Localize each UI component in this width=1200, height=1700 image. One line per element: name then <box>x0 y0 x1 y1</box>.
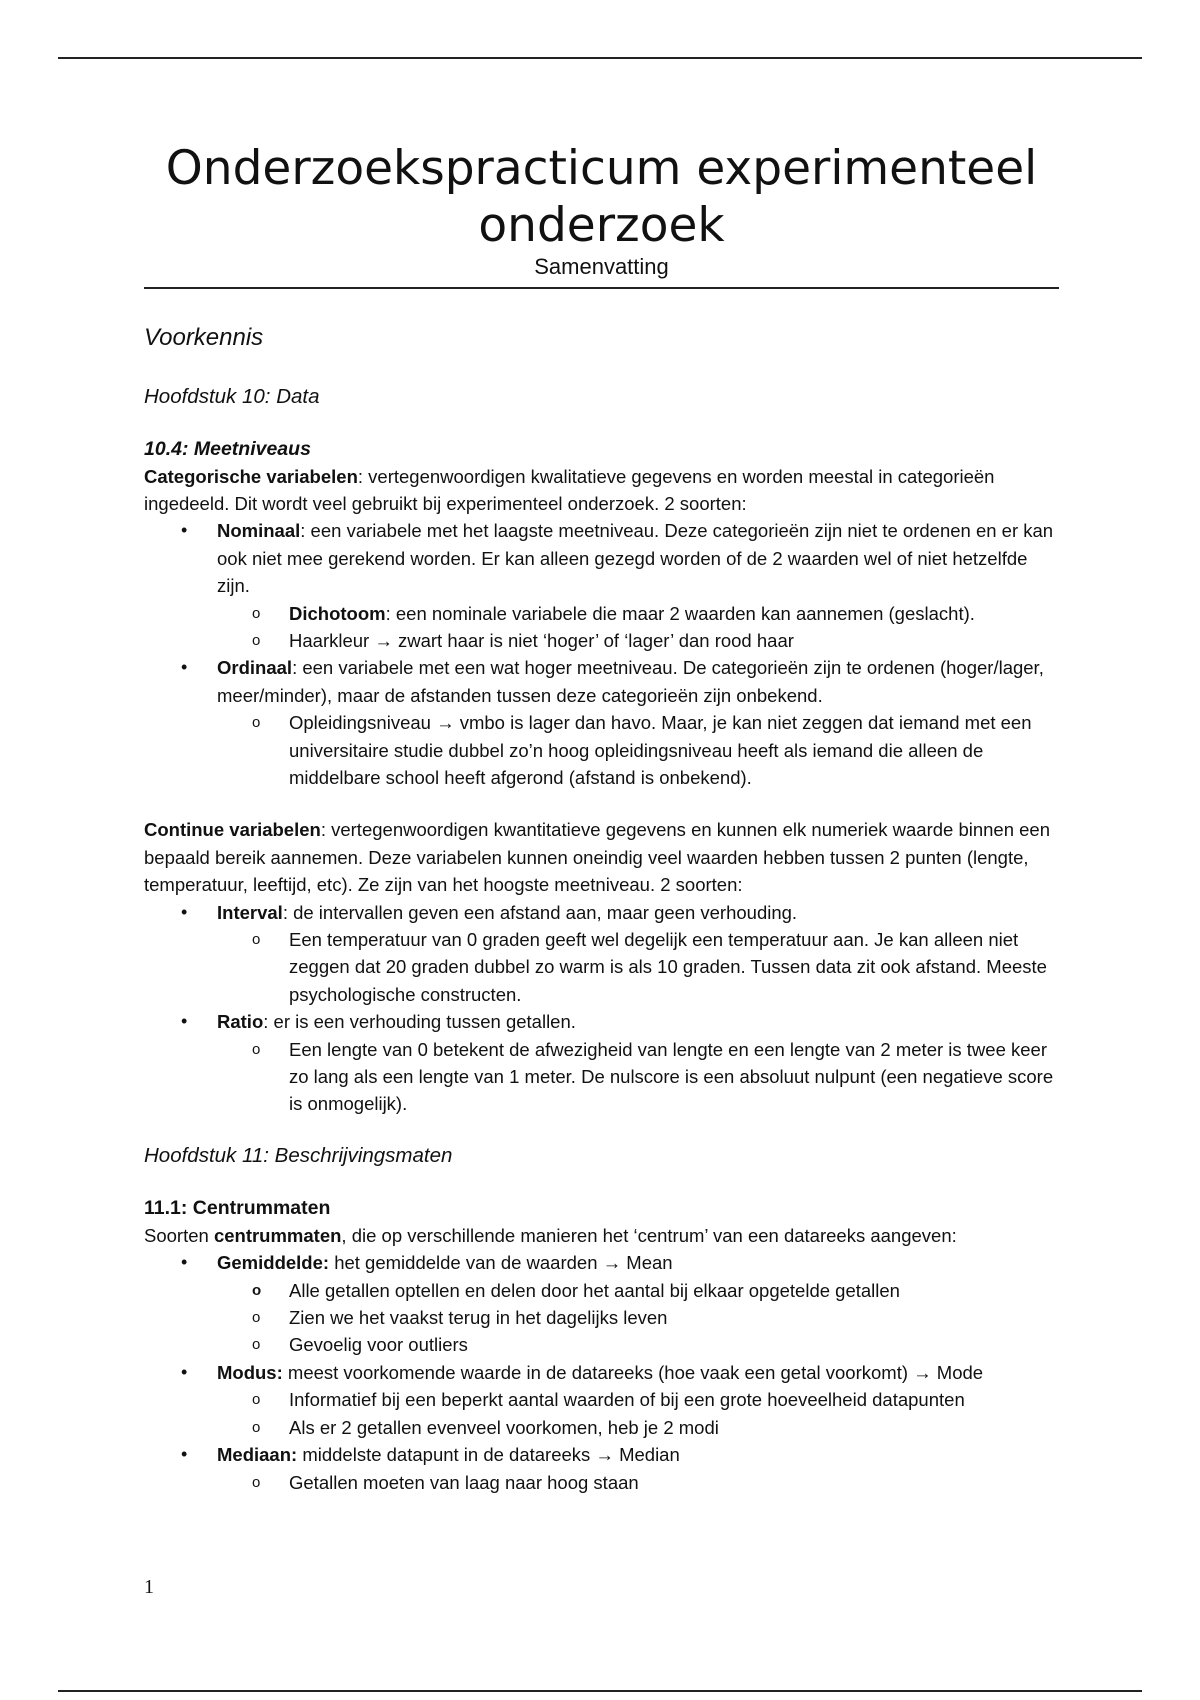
section-11-1-heading: 11.1: Centrummaten <box>144 1196 331 1219</box>
text-intro-a: Soorten <box>144 1224 214 1246</box>
list-item-nominaal <box>144 517 1059 654</box>
text-interval: : de intervallen geven een afstand aan, maar geen verhouding. <box>282 901 798 923</box>
footer-rule <box>58 1690 1142 1692</box>
text-haarkleur: Haarkleur → zwart haar is niet ‘hoger’ of ‘lager’ dan rood haar <box>289 629 794 651</box>
text-categorische: : vertegenwoordigen kwalitatieve gegevens en worden meestal in categorieën ingedeeld. Dit wordt veel gebruikt bij experimenteel onderzoek. 2 soorten: <box>144 465 995 514</box>
text-opleidingsniveau: Opleidingsniveau → vmbo is lager dan havo. Maar, je kan niet zeggen dat iemand met een universitaire studie dubbel zo’n hoog opleidingsniveau heeft als iemand die alleen de middelbare school heeft afgerond (afstand is onbekend). <box>289 712 1032 788</box>
term-gemiddelde: Gemiddelde: <box>217 1252 330 1274</box>
document-body <box>144 140 1059 1496</box>
list-item-gemiddelde <box>144 1249 1059 1359</box>
list-centrummaten <box>144 1249 1059 1496</box>
heading-voorkennis: Voorkennis <box>144 323 264 351</box>
list-item-opleidingsniveau <box>144 709 1059 791</box>
list-item-gem-sub <box>144 1304 1059 1331</box>
text-mediaan: middelste datapunt in de datareeks → Median <box>297 1444 680 1466</box>
term-ratio: Ratio <box>217 1011 264 1033</box>
circle-bullet-icon: o <box>252 1473 261 1491</box>
text-continue: : vertegenwoordigen kwantitatieve gegevens en kunnen elk numeriek waarde binnen een bepaald bereik aannemen. Deze variabelen kunnen oneindig veel waarden hebben tussen 2 punten (lengte, temperatuur, leeftijd, etc). Ze zijn van het hoogste meetniveau. 2 soorten: <box>144 819 1051 896</box>
term-interval: Interval <box>217 901 283 923</box>
list-item-modus <box>144 1359 1059 1441</box>
list-item-ratio <box>144 1008 1059 1118</box>
list-item-gem-sub <box>144 1331 1059 1358</box>
bullet-icon: • <box>181 1011 188 1032</box>
text-lengte: Een lengte van 0 betekent de afwezigheid van lengte en een lengte van 2 meter is twee keer zo lang als een lengte van 1 meter. De nulscore is een absoluut nulpunt (een negatieve score is onmogelijk). <box>289 1038 1054 1115</box>
text-dichotoom: : een nominale variabele die maar 2 waarden kan aannemen (geslacht). <box>385 602 975 624</box>
bullet-icon: • <box>181 657 188 678</box>
list-item-temperatuur <box>144 926 1059 1008</box>
list-item-gem-sub <box>144 1277 1059 1304</box>
text-mediaan-sub-1: Getallen moeten van laag naar hoog staan <box>289 1471 639 1493</box>
list-item-ordinaal <box>144 654 1059 791</box>
text-intro-b: , die op verschillende manieren het ‘centrum’ van een datareeks aangeven: <box>341 1224 957 1246</box>
circle-bullet-icon: o <box>252 714 261 732</box>
list-item-dichotoom <box>144 600 1059 627</box>
text-gem-sub-3: Gevoelig voor outliers <box>289 1334 468 1356</box>
term-modus: Modus: <box>217 1361 283 1383</box>
text-gem-sub-1: Alle getallen optellen en delen door het aantal bij elkaar opgetelde getallen <box>289 1279 900 1301</box>
page-subtitle: Samenvatting <box>534 254 669 279</box>
paragraph-centrummaten <box>144 1222 1059 1249</box>
text-ordinaal: : een variabele met een wat hoger meetniveau. De categorieën zijn te ordenen (hoger/lager, meer/minder), maar de afstanden tussen deze categorieën zijn onbekend. <box>217 657 1044 706</box>
circle-bullet-icon: o <box>252 931 261 948</box>
circle-bullet-icon: o <box>252 1391 261 1409</box>
list-item-mediaan <box>144 1441 1059 1496</box>
list-continue <box>144 899 1059 1118</box>
term-ordinaal: Ordinaal <box>217 657 293 679</box>
circle-bullet-icon: o <box>252 631 261 649</box>
bullet-icon: • <box>181 901 188 922</box>
text-gemiddelde: het gemiddelde van de waarden → Mean <box>329 1252 673 1274</box>
list-item-lengte <box>144 1036 1059 1118</box>
list-item-modus-sub <box>144 1386 1059 1413</box>
paragraph-continue <box>144 816 1059 898</box>
term-mediaan: Mediaan: <box>217 1444 298 1466</box>
paragraph-categorische <box>144 463 1059 518</box>
term-nominaal: Nominaal <box>217 520 301 542</box>
header-rule <box>58 57 1142 59</box>
text-nominaal: : een variabele met het laagste meetniveau. Deze categorieën zijn niet te ordenen en er kan ook niet mee gerekend worden. Er kan alleen gezegd worden of de 2 waarden wel of niet hetzelfde zijn. <box>217 520 1054 597</box>
text-modus-sub-2: Als er 2 getallen evenveel voorkomen, heb je 2 modi <box>289 1416 719 1438</box>
list-categorisch <box>144 517 1059 791</box>
chapter-10-heading: Hoofdstuk 10: Data <box>144 384 320 408</box>
text-ratio: : er is een verhouding tussen getallen. <box>263 1011 576 1033</box>
bullet-icon: • <box>181 1444 188 1465</box>
chapter-11-heading: Hoofdstuk 11: Beschrijvingsmaten <box>144 1143 453 1167</box>
term-categorische: Categorische variabelen <box>144 465 358 487</box>
text-temperatuur: Een temperatuur van 0 graden geeft wel degelijk een temperatuur aan. Je kan alleen niet zeggen dat 20 graden dubbel zo warm is als 10 graden. Tussen data zit ook afstand. Meeste psychologische constructen. <box>289 929 1047 1005</box>
text-gem-sub-2: Zien we het vaakst terug in het dagelijks leven <box>289 1307 668 1329</box>
page-number: 1 <box>144 1576 154 1598</box>
circle-bullet-icon: o <box>252 604 261 622</box>
page-title: Onderzoekspracticum experimenteel onderzoek <box>165 141 1038 253</box>
list-item-modus-sub <box>144 1414 1059 1441</box>
circle-bullet-icon: o <box>252 1418 261 1436</box>
text-modus: meest voorkomende waarde in de datareeks (hoe vaak een getal voorkomt) → Mode <box>282 1361 984 1383</box>
term-centrummaten: centrummaten <box>213 1224 342 1246</box>
term-continue: Continue variabelen <box>144 819 321 841</box>
circle-bullet-icon: o <box>252 1309 261 1327</box>
circle-bullet-icon: o <box>252 1281 262 1299</box>
bullet-icon: • <box>181 520 188 541</box>
list-item-mediaan-sub <box>144 1469 1059 1496</box>
list-item-haarkleur <box>144 627 1059 654</box>
section-10-4-heading: 10.4: Meetniveaus <box>144 437 311 460</box>
term-dichotoom: Dichotoom <box>289 602 386 624</box>
circle-bullet-icon: o <box>252 1336 261 1354</box>
title-underline <box>144 287 1059 289</box>
bullet-icon: • <box>181 1361 188 1382</box>
list-item-interval <box>144 899 1059 1009</box>
bullet-icon: • <box>181 1252 188 1273</box>
circle-bullet-icon: o <box>252 1040 261 1058</box>
text-modus-sub-1: Informatief bij een beperkt aantal waarden of bij een grote hoeveelheid datapunten <box>289 1389 965 1411</box>
